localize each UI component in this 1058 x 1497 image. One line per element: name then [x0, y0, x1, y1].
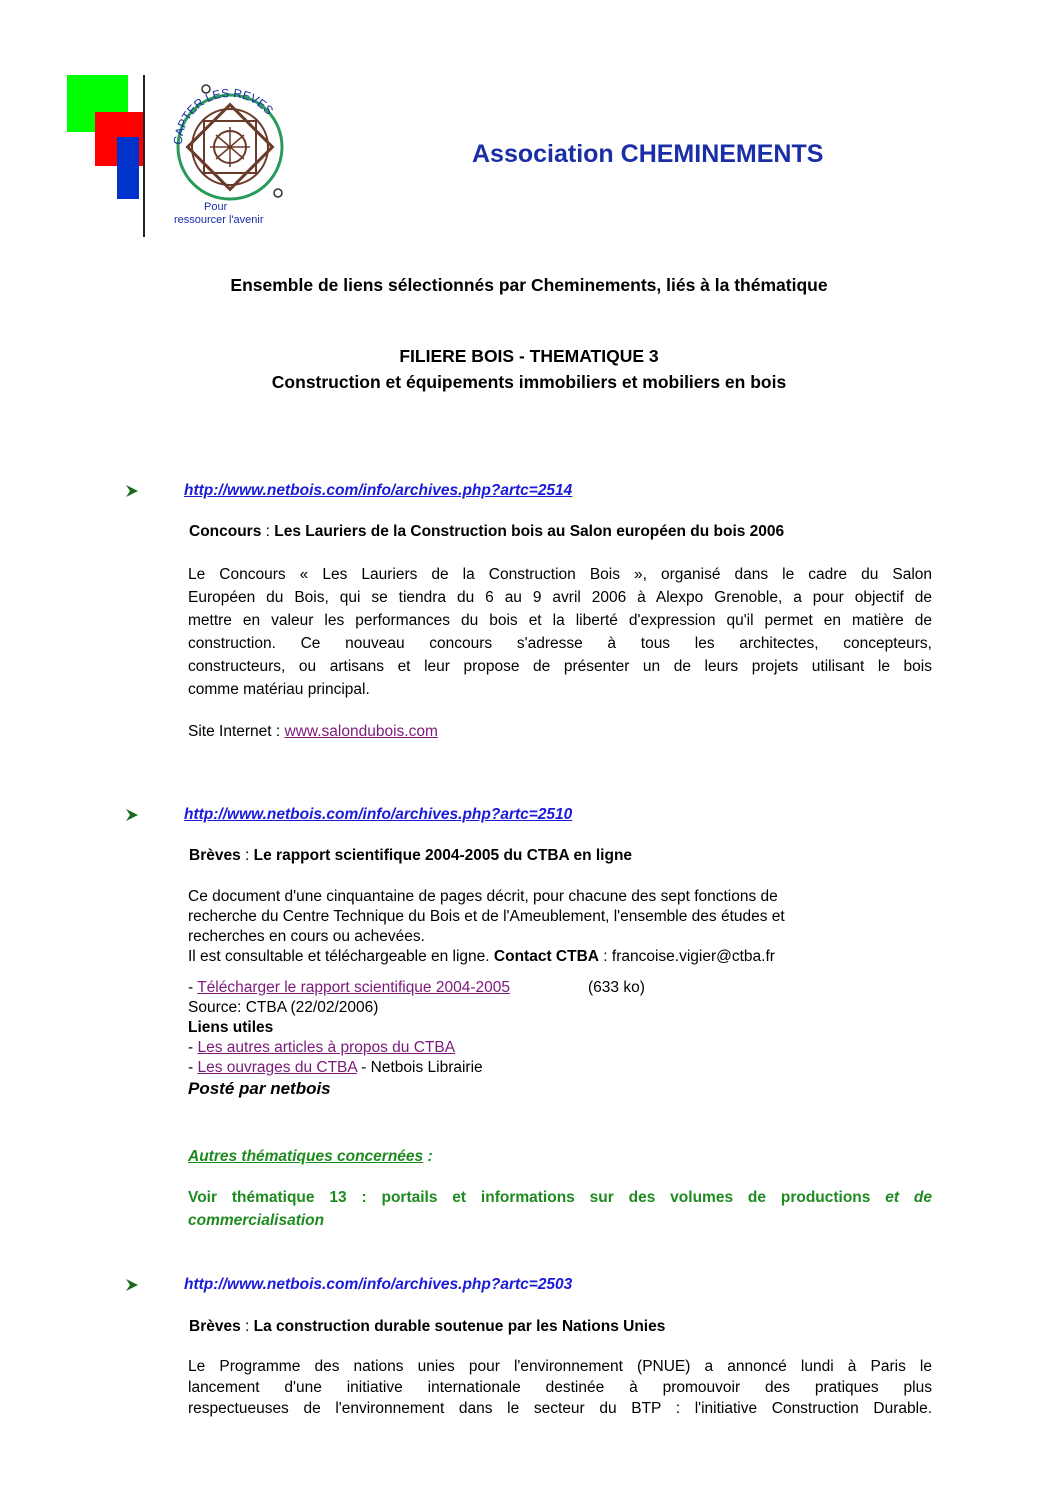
item-1-body-line: Européen du Bois, qui se tiendra du 6 au 9 avril 2006 à Alexpo Grenoble, a pour objectif de	[188, 589, 932, 606]
other-themes-link[interactable]: Autres thématiques concernées	[188, 1148, 424, 1165]
item-3-url[interactable]: http://www.netbois.com/info/archives.php?artc=2503	[184, 1276, 573, 1293]
theme-heading: FILIERE BOIS - THEMATIQUE 3	[399, 346, 659, 366]
item-2-url[interactable]: http://www.netbois.com/info/archives.php?artc=2510	[184, 806, 573, 823]
item-2-source: Source: CTBA (22/02/2006)	[188, 999, 379, 1016]
dash: -	[188, 1039, 198, 1056]
arrow-bullet-icon	[124, 807, 140, 823]
logo-divider	[143, 75, 145, 237]
dash: -	[188, 1059, 198, 1076]
other-themes-line	[188, 1147, 433, 1167]
site-label: Site Internet :	[188, 723, 285, 740]
item-1-body-line: construction. Ce nouveau concours s'adresse à tous les architectes, concepteurs,	[188, 635, 932, 652]
item-2-heading: Le rapport scientifique 2004-2005 du CTBA en ligne	[253, 847, 633, 864]
item-1-category: Concours	[189, 523, 262, 540]
logo-square-blue	[117, 137, 139, 199]
item-2-body-line: recherche du Centre Technique du Bois et de l'Ameublement, l'ensemble des études et	[188, 908, 785, 925]
item-2-consult-line	[188, 947, 775, 967]
useful-links-heading: Liens utiles	[188, 1019, 274, 1036]
page-subtitle: Ensemble de liens sélectionnés par Cheminements, liés à la thématique	[230, 275, 828, 295]
arrow-bullet-icon	[124, 1277, 140, 1293]
item-3-category: Brèves	[189, 1318, 241, 1335]
logo-text-pour: Pour	[204, 201, 228, 213]
contact-value: : francoise.vigier@ctba.fr	[598, 948, 775, 965]
voir-line-1	[188, 1186, 932, 1209]
logo-text-ressourcer: ressourcer l'avenir	[174, 214, 264, 226]
item-2-title: Brèves : Le rapport scientifique 2004-2005 du CTBA en ligne	[189, 847, 633, 864]
item-3-body-line: respectueuses de l'environnement dans le secteur du BTP : l'initiative Construction Durable.	[188, 1400, 932, 1417]
item-2-body-line: recherches en cours ou achevées.	[188, 928, 425, 945]
voir-text: Voir thématique 13 : portails et informations sur des volumes de productions	[188, 1189, 871, 1206]
item-1-heading: Les Lauriers de la Construction bois au Salon européen du bois 2006	[274, 523, 785, 540]
item-3-body-line: Le Programme des nations unies pour l'environnement (PNUE) a annoncé lundi à Paris le	[188, 1358, 932, 1375]
item-2-download-line	[188, 978, 510, 998]
download-link[interactable]: Télécharger le rapport scientifique 2004-2005	[197, 979, 510, 996]
download-size: (633 ko)	[588, 979, 645, 996]
item-1-body	[188, 563, 932, 701]
item-1-body-line: comme matériau principal.	[188, 681, 370, 698]
item-2-category: Brèves	[189, 847, 241, 864]
theme-subheading: Construction et équipements immobiliers et mobiliers en bois	[271, 372, 787, 392]
site-link[interactable]: www.salondubois.com	[284, 723, 438, 740]
item-3-body	[188, 1356, 932, 1419]
item-3-title: Brèves : La construction durable soutenue par les Nations Unies	[189, 1318, 666, 1335]
consult-text: Il est consultable et téléchargeable en ligne.	[188, 948, 494, 965]
item-1-site	[188, 722, 438, 742]
item-1-url[interactable]: http://www.netbois.com/info/archives.php?artc=2514	[184, 482, 573, 499]
voir-thematique	[188, 1186, 932, 1232]
item-3-heading: La construction durable soutenue par les Nations Unies	[253, 1318, 666, 1335]
item-2-body-line: Ce document d'une cinquantaine de pages décrit, pour chacune des sept fonctions de	[188, 888, 778, 905]
useful-link-row	[188, 1038, 455, 1058]
posted-by: Posté par netbois	[188, 1079, 331, 1098]
association-logo	[160, 75, 285, 230]
item-1-body-line: constructeurs, ou artisans et leur propose de présenter un de leurs projets utilisant le bois	[188, 658, 932, 675]
dash: -	[188, 979, 198, 996]
voir-text-italic: et de	[885, 1189, 932, 1206]
books-link[interactable]: Les ouvrages du CTBA	[197, 1059, 357, 1076]
other-themes-colon: :	[423, 1148, 433, 1165]
item-3-body-line: lancement d'une initiative internationale destinée à promouvoir des pratiques plus	[188, 1379, 932, 1396]
association-title: Association CHEMINEMENTS	[472, 140, 824, 168]
useful-link-row	[188, 1058, 483, 1078]
item-1-body-line: Le Concours « Les Lauriers de la Construction Bois », organisé dans le cadre du Salon	[188, 566, 932, 583]
contact-label: Contact CTBA	[493, 948, 599, 965]
voir-line-2: commercialisation	[188, 1212, 325, 1229]
other-articles-link[interactable]: Les autres articles à propos du CTBA	[197, 1039, 456, 1056]
item-1-body-line: mettre en valeur les performances du bois et la liberté d'expression qu'il permet en matière de	[188, 612, 932, 629]
arrow-bullet-icon	[124, 483, 140, 499]
logo-arc-text: CAPTER LES REVES	[170, 85, 277, 146]
books-suffix: - Netbois Librairie	[356, 1059, 483, 1076]
item-1-title: Concours : Les Lauriers de la Construction bois au Salon européen du bois 2006	[189, 523, 785, 540]
